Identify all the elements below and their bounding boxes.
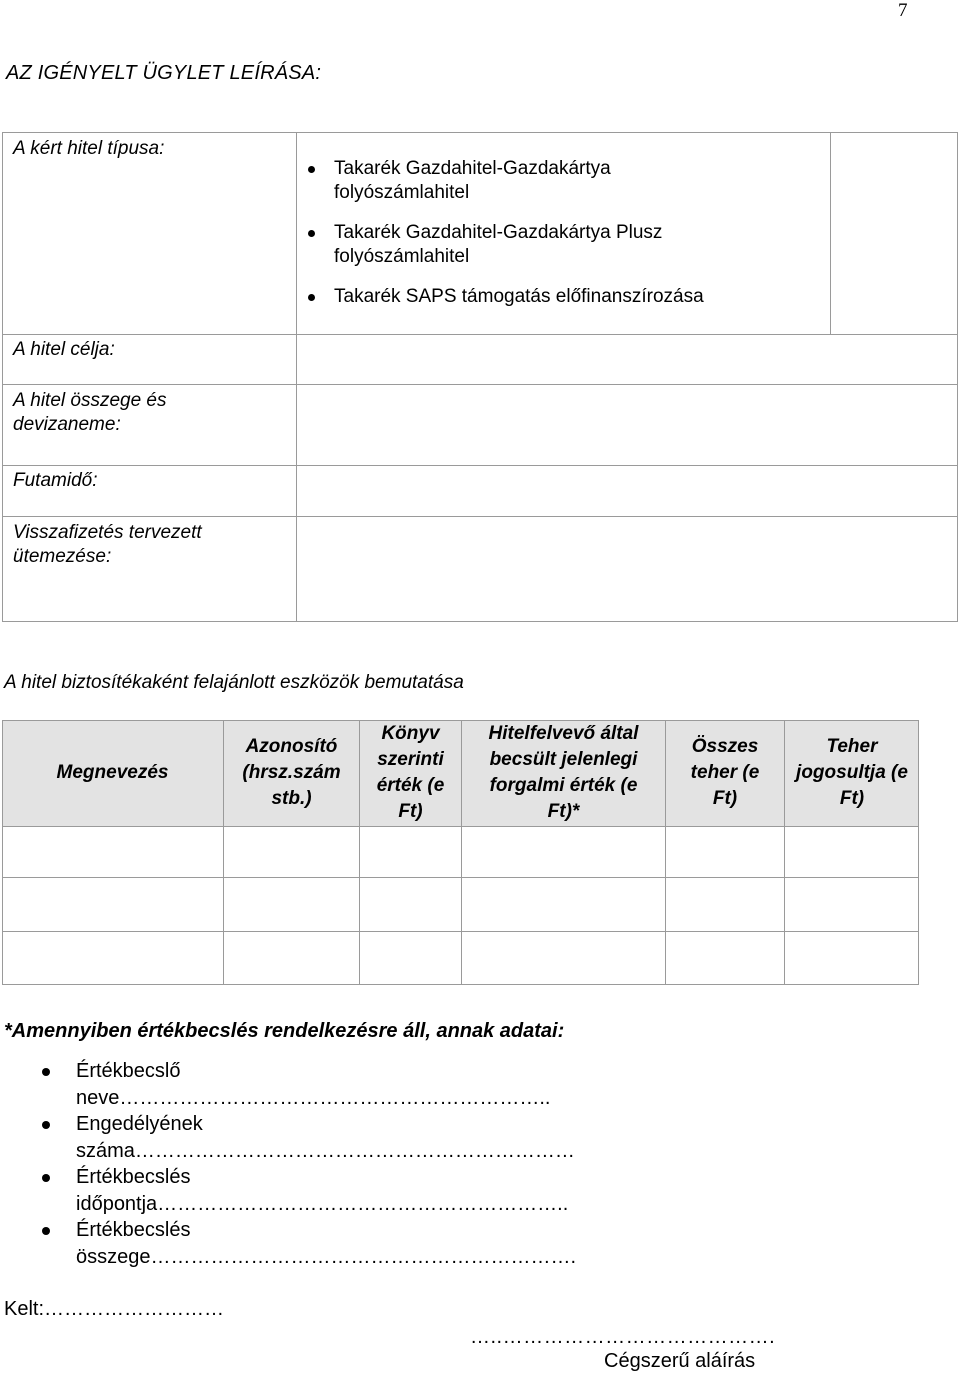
bullet-icon [42, 1121, 50, 1129]
header-encumbrance-holder: Teher jogosultja (e Ft) [796, 736, 908, 809]
signature-label: Cégszerű aláírás [604, 1350, 756, 1372]
grid-line [665, 720, 666, 985]
option-desc: támogatás előfinanszírozása [456, 286, 704, 307]
header-book-value: Könyv szerinti érték (e Ft) [376, 723, 445, 822]
option-name: Takarék Gazdahitel-Gazdakártya Plusz [334, 222, 663, 243]
assets-table [2, 720, 919, 985]
loan-purpose-label: A hitel célja: [13, 339, 115, 360]
table-inner-divider [830, 132, 831, 334]
option-desc: folyószámlahitel [334, 182, 470, 203]
list-item[interactable] [76, 1164, 856, 1217]
table-border-bottom [2, 621, 958, 622]
grid-line [918, 720, 919, 985]
grid-line [2, 720, 3, 985]
header-identifier: Azonosító (hrsz.szám stb.) [242, 736, 341, 809]
bullet-icon [42, 1227, 50, 1235]
table-row-divider [2, 465, 958, 466]
valuation-label: Értékbecslő [76, 1060, 181, 1082]
page-number: 7 [898, 0, 908, 21]
signature-line[interactable]: …..…………………………………. [470, 1326, 776, 1348]
grid-line [359, 720, 360, 985]
table-row-divider [2, 334, 958, 335]
loan-amount-field[interactable] [298, 386, 956, 464]
grid-line [784, 720, 785, 985]
repayment-schedule-field[interactable] [298, 518, 956, 620]
bullet-icon [308, 230, 315, 237]
table-border-top [2, 132, 958, 133]
loan-type-option[interactable] [334, 156, 824, 206]
option-name: Takarék SAPS [334, 286, 457, 307]
section-title: AZ IGÉNYELT ÜGYLET LEÍRÁSA: [6, 62, 322, 84]
loan-term-field[interactable] [298, 467, 956, 515]
valuation-field: száma………………………………………………………… [76, 1139, 575, 1162]
table-row-divider [2, 516, 958, 517]
valuation-field: neve……………………………………………………….. [76, 1086, 551, 1109]
grid-line [461, 720, 462, 985]
valuation-label: Értékbecslés [76, 1166, 191, 1188]
bullet-icon [308, 294, 315, 301]
grid-line [223, 720, 224, 985]
loan-type-option[interactable] [334, 284, 824, 310]
table-column-divider [296, 132, 297, 622]
valuation-label: Értékbecslés [76, 1219, 191, 1241]
grid-line [2, 931, 919, 932]
valuation-label: Engedélyének [76, 1113, 203, 1135]
valuation-field: összege………………………………………………………. [76, 1245, 577, 1268]
option-desc: folyószámlahitel [334, 246, 470, 267]
loan-type-label: A kért hitel típusa: [13, 138, 165, 159]
loan-term-label: Futamidő: [13, 470, 98, 491]
loan-amount-label: A hitel összege és devizaneme: [13, 390, 167, 435]
repayment-schedule-label: Visszafizetés tervezett ütemezése: [13, 522, 202, 567]
header-total-encumbrance: Összes teher (e Ft) [690, 736, 760, 809]
date-field[interactable]: Kelt:……………………… [4, 1298, 225, 1320]
loan-type-options [334, 156, 824, 324]
list-item[interactable] [76, 1058, 856, 1111]
bullet-icon [42, 1068, 50, 1076]
bullet-icon [308, 166, 315, 173]
loan-purpose-field[interactable] [298, 336, 956, 383]
assets-title: A hitel biztosítékaként felajánlott eszközök bemutatása [4, 672, 464, 693]
table-border-right [957, 132, 958, 622]
list-item[interactable] [76, 1111, 856, 1164]
bullet-icon [42, 1174, 50, 1182]
header-market-value: Hitelfelvevő által becsült jelenlegi forgalmi érték (e Ft)* [488, 723, 639, 822]
grid-line [2, 984, 919, 985]
table-row-divider [2, 384, 958, 385]
valuation-list [76, 1058, 856, 1270]
option-name: Takarék Gazdahitel-Gazdakártya [334, 158, 611, 179]
grid-line [2, 877, 919, 878]
list-item[interactable] [76, 1217, 856, 1270]
valuation-note: *Amennyiben értékbecslés rendelkezésre áll, annak adatai: [4, 1020, 565, 1042]
valuation-field: időpontja…………………………………………………….. [76, 1192, 569, 1215]
grid-line [2, 826, 919, 827]
grid-line [2, 720, 919, 721]
header-name: Megnevezés [56, 762, 169, 783]
loan-type-option[interactable] [334, 220, 824, 270]
